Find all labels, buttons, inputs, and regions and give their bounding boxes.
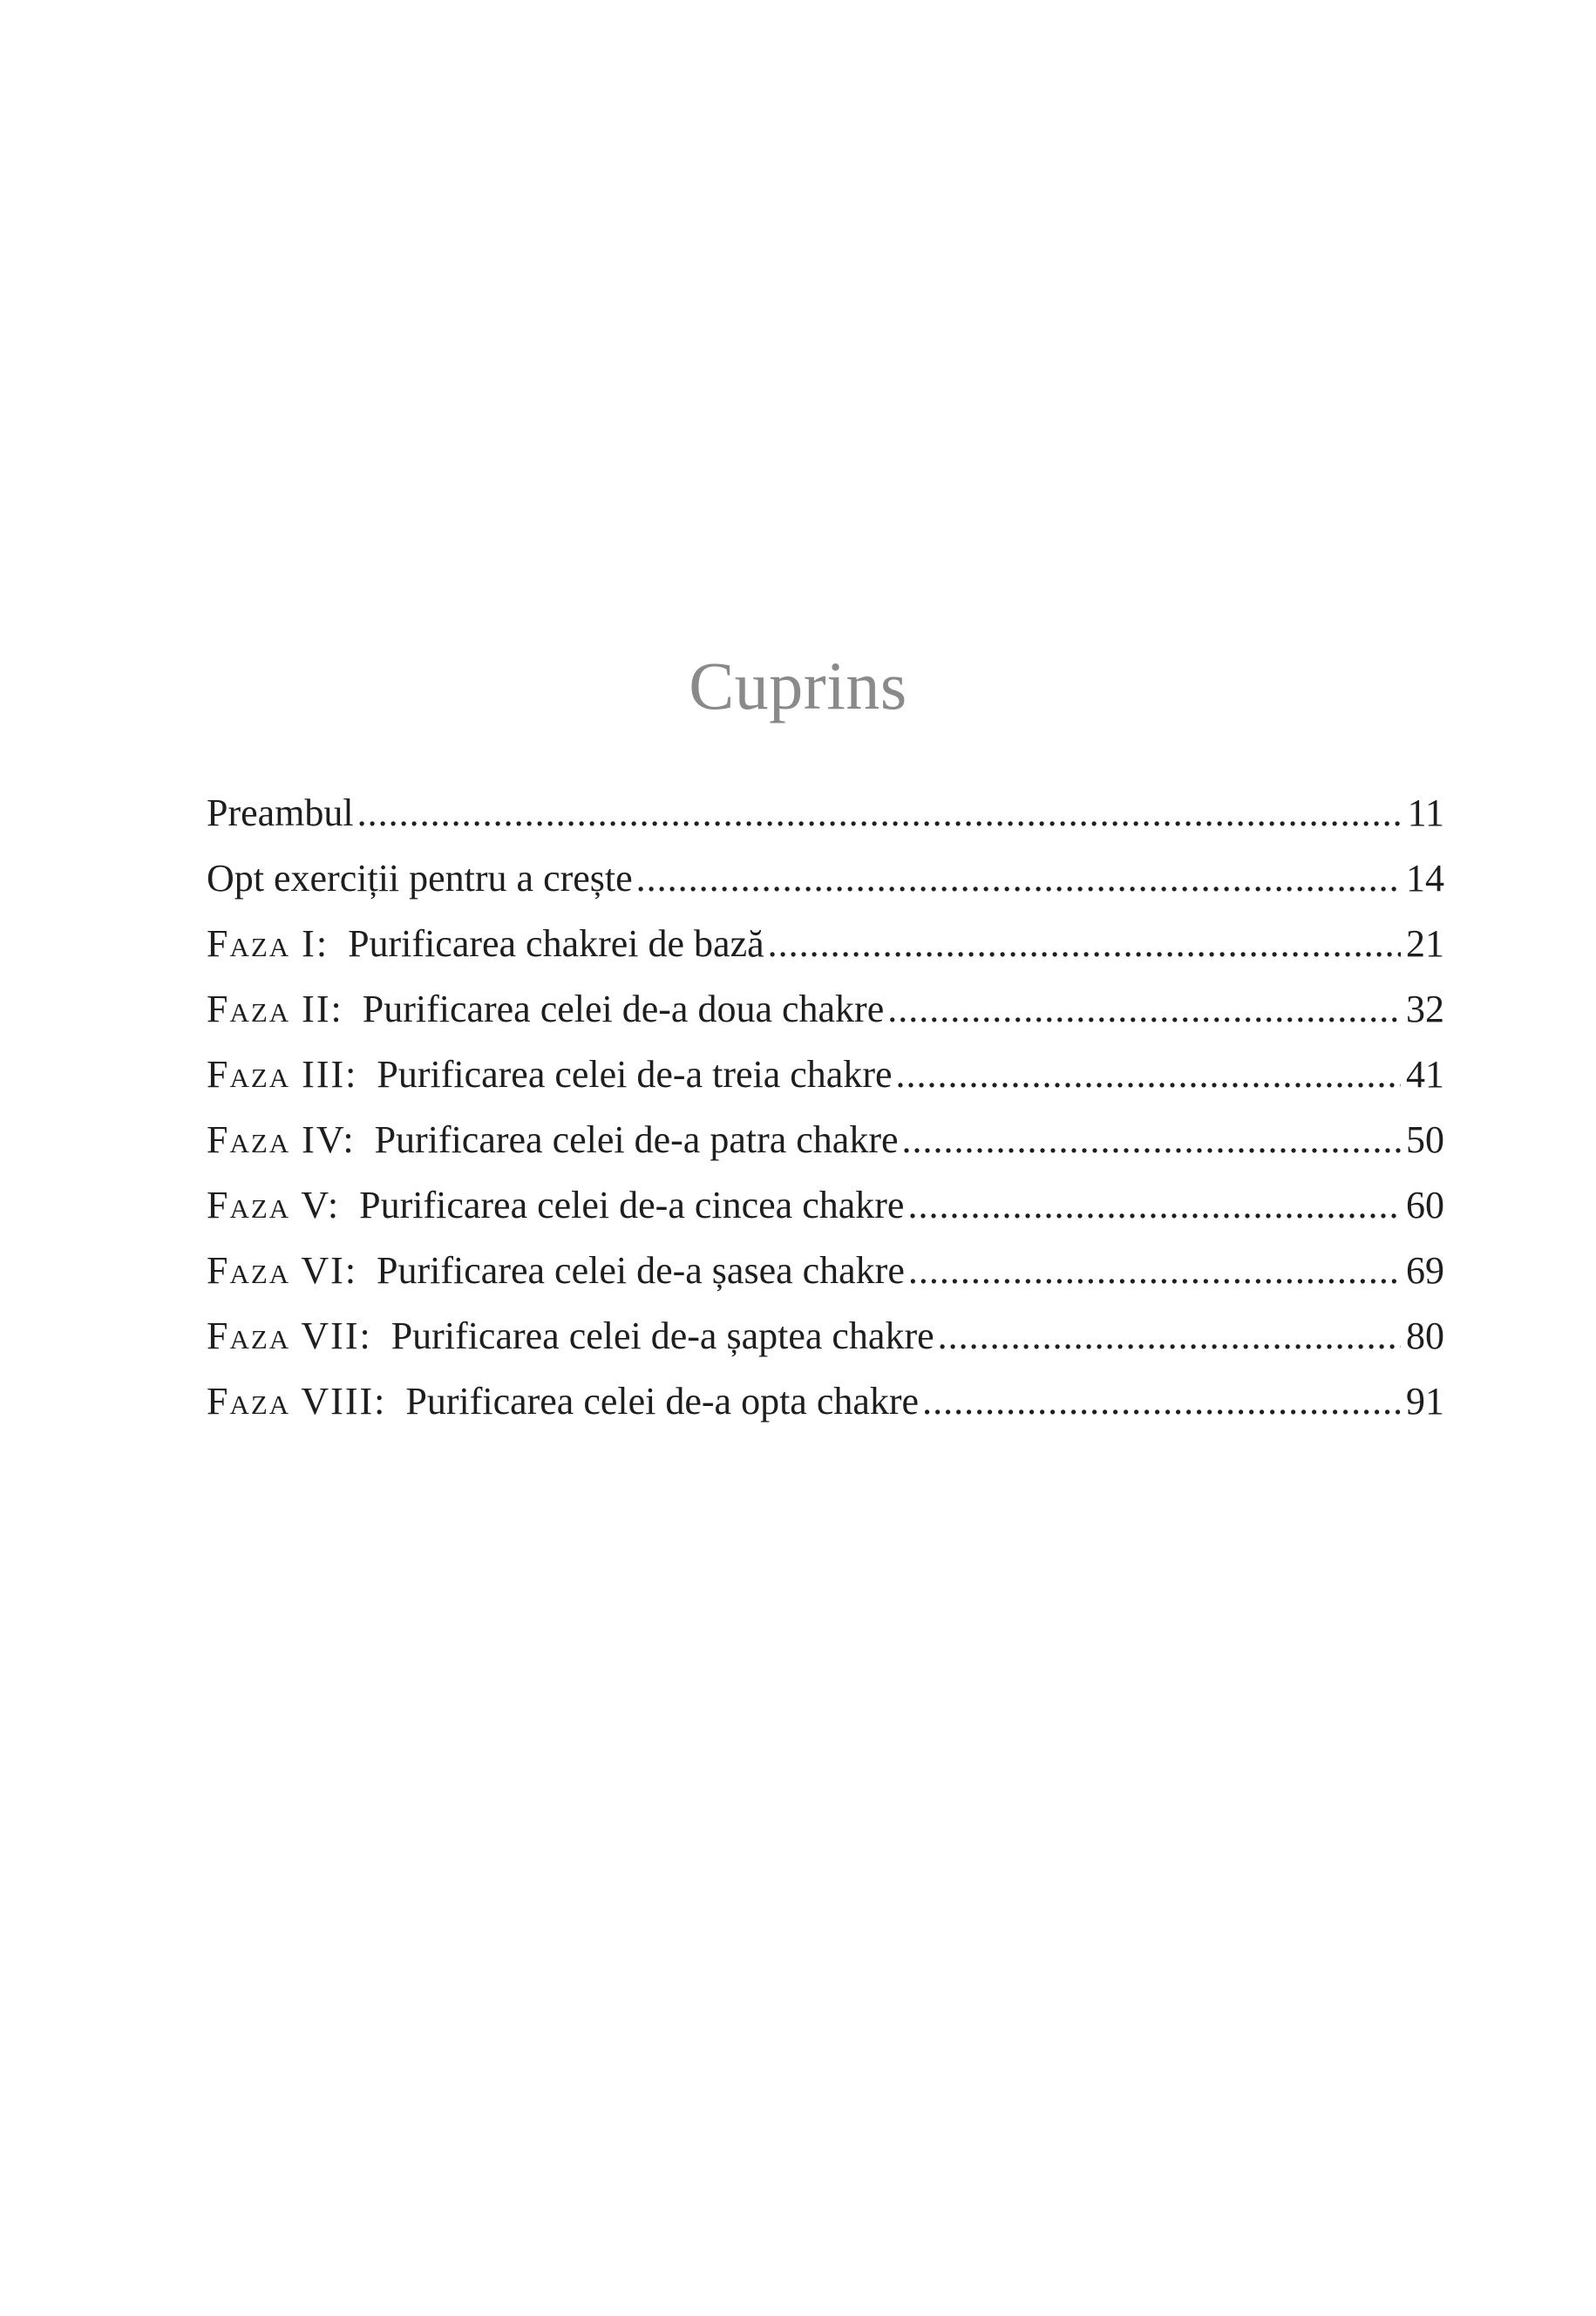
toc-entry-label [207, 846, 633, 911]
dot-leader [908, 1238, 1401, 1303]
dot-leader [896, 1042, 1401, 1107]
toc-entry-title: Purificarea celei de-a patra chakre [374, 1118, 899, 1161]
toc-entry-title: Purificarea celei de-a șaptea chakre [391, 1314, 934, 1357]
toc-entry[interactable] [207, 1369, 1444, 1434]
toc-entry-title: Purificarea celei de-a cincea chakre [359, 1184, 905, 1226]
toc-entry-phase: Faza V: [207, 1184, 341, 1226]
toc-entry-label [207, 1042, 893, 1107]
toc-entry-page: 21 [1406, 922, 1444, 965]
toc-entry-phase: Faza VI: [207, 1249, 358, 1292]
toc-entry[interactable] [207, 911, 1444, 976]
toc-entry-page: 41 [1406, 1053, 1444, 1096]
toc-entry-page: 80 [1406, 1314, 1444, 1357]
toc-entry[interactable] [207, 1042, 1444, 1107]
toc-entry-label [207, 976, 884, 1042]
toc-entry-page: 69 [1406, 1249, 1444, 1292]
dot-leader [907, 1172, 1401, 1238]
toc-entry-page: 50 [1406, 1118, 1444, 1161]
toc-entry-label [207, 1303, 934, 1369]
table-of-contents [207, 780, 1444, 1434]
toc-entry[interactable] [207, 1238, 1444, 1303]
toc-entry-label [207, 911, 764, 976]
toc-entry-phase: Faza II: [207, 988, 343, 1030]
dot-leader [768, 911, 1401, 976]
toc-entry-phase: Faza III: [207, 1053, 358, 1096]
dot-leader [922, 1369, 1401, 1434]
toc-entry-title: Purificarea celei de-a doua chakre [362, 988, 885, 1030]
toc-entry-phase: Faza VIII: [207, 1380, 387, 1423]
toc-entry-phase: Faza I: [207, 922, 329, 965]
page-title: Cuprins [689, 648, 907, 724]
toc-entry-title: Preambul [207, 791, 354, 834]
toc-entry[interactable] [207, 780, 1444, 846]
toc-entry-page: 14 [1406, 857, 1444, 900]
toc-entry-page: 11 [1407, 791, 1444, 834]
toc-entry[interactable] [207, 846, 1444, 911]
toc-entry-label [207, 780, 354, 846]
toc-entry-title: Purificarea celei de-a treia chakre [377, 1053, 893, 1096]
toc-entry-title: Purificarea celei de-a șasea chakre [377, 1249, 905, 1292]
toc-entry[interactable] [207, 1107, 1444, 1172]
dot-leader [938, 1303, 1401, 1369]
toc-entry[interactable] [207, 1172, 1444, 1238]
toc-entry[interactable] [207, 1303, 1444, 1369]
toc-entry-phase: Faza VII: [207, 1314, 372, 1357]
toc-entry-label [207, 1107, 899, 1172]
dot-leader [902, 1107, 1402, 1172]
dot-leader [887, 976, 1401, 1042]
dot-leader [357, 780, 1402, 846]
toc-entry-title: Purificarea celei de-a opta chakre [405, 1380, 920, 1423]
toc-entry-title: Purificarea chakrei de bază [348, 922, 764, 965]
toc-entry-page: 91 [1406, 1380, 1444, 1423]
toc-entry[interactable] [207, 976, 1444, 1042]
toc-entry-page: 60 [1406, 1184, 1444, 1226]
toc-entry-page: 32 [1406, 988, 1444, 1030]
dot-leader [636, 846, 1401, 911]
toc-entry-label [207, 1172, 904, 1238]
toc-entry-label [207, 1238, 905, 1303]
toc-entry-phase: Faza IV: [207, 1118, 356, 1161]
toc-entry-label [207, 1369, 919, 1434]
toc-entry-title: Opt exerciții pentru a crește [207, 857, 633, 900]
